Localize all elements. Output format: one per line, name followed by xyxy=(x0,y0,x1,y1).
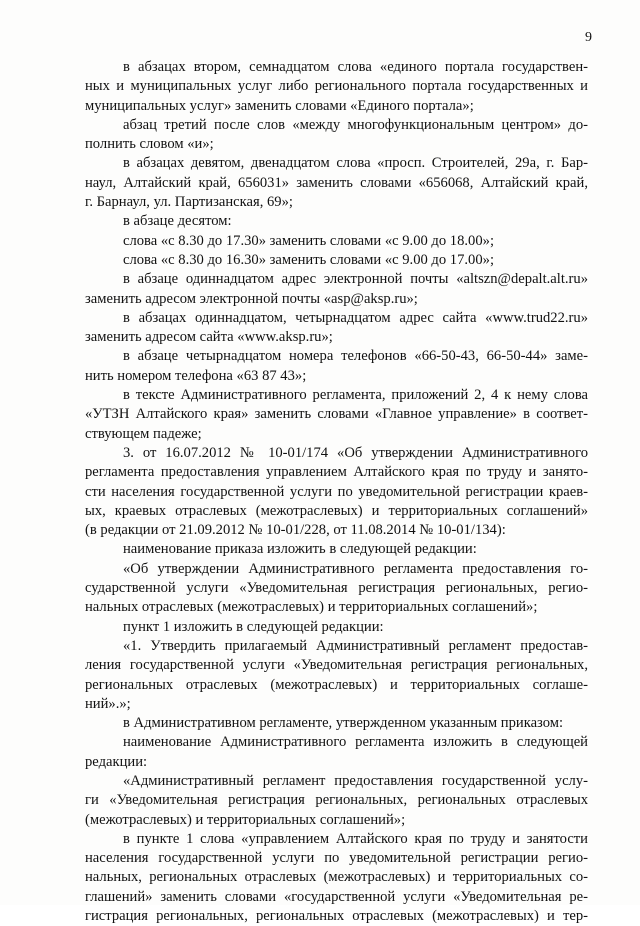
text-line: в абзацах девятом, двенадцатом слова «просп. Строителей, 29а, г. Бар- xyxy=(123,155,588,172)
text-line: нить номером телефона «63 87 43»; xyxy=(85,367,307,384)
text-line: глашений» заменить словами «государственной услуги «Уведомительная ре- xyxy=(85,888,588,905)
text-line: в абзаце одиннадцатом адрес электронной почты «altszn@depalt.alt.ru» xyxy=(123,271,588,288)
text-line: г. Барнаул, ул. Партизанская, 69»; xyxy=(85,194,293,211)
page-number: 9 xyxy=(585,30,592,45)
text-line: гистрация региональных, региональных отраслевых (межотраслевых) и тер- xyxy=(85,908,588,925)
text-line: в абзацах одиннадцатом, четырнадцатом адрес сайта «www.trud22.ru» xyxy=(123,309,588,326)
text-line: регламента предоставления управлением Алтайского края по труду и занято- xyxy=(85,464,588,481)
text-line: «1. Утвердить прилагаемый Административный регламент предостав- xyxy=(123,637,588,654)
text-line: нальных отраслевых (межотраслевых) и территориальных соглашений»; xyxy=(85,599,538,616)
text-line: сти населения государственной услуги по уведомительной регистрации краев- xyxy=(85,483,588,500)
text-line: ления государственной услуги «Уведомительная регистрация региональных, xyxy=(85,657,588,674)
text-line: наименование приказа изложить в следующей редакции: xyxy=(123,541,477,558)
text-line: ных и муниципальных услуг либо регионального портала государственных и xyxy=(85,78,588,95)
text-line: слова «с 8.30 до 16.30» заменить словами «с 9.00 до 17.00»; xyxy=(123,251,494,268)
text-line: в абзаце десятом: xyxy=(123,213,232,230)
text-line: редакции: xyxy=(85,753,148,770)
text-line: в Административном регламенте, утвержденном указанным приказом: xyxy=(123,715,564,732)
text-line: наименование Административного регламента изложить в следующей xyxy=(123,734,588,751)
text-line: заменить адресом сайта «www.aksp.ru»; xyxy=(85,329,333,346)
text-line: населения государственной услуги по уведомительной регистрации регио- xyxy=(85,850,588,867)
text-line: слова «с 8.30 до 17.30» заменить словами «с 9.00 до 18.00»; xyxy=(123,232,494,249)
text-line: наул, Алтайский край, 656031» заменить словами «656068, Алтайский край, xyxy=(85,174,588,191)
text-line: «УТЗН Алтайского края» заменить словами «Главное управление» в соответ- xyxy=(85,406,588,423)
text-line: заменить адресом электронной почты «asp@aksp.ru»; xyxy=(85,290,418,307)
text-line: (межотраслевых) и территориальных соглашений»; xyxy=(85,811,406,828)
text-line: в абзаце четырнадцатом номера телефонов «66-50-43, 66-50-44» заме- xyxy=(123,348,588,365)
text-line: «Административный регламент предоставления государственной услу- xyxy=(123,772,588,789)
document-body xyxy=(85,58,588,926)
text-line: ги «Уведомительная регистрация региональных, региональных отраслевых xyxy=(85,792,588,809)
text-line: в тексте Административного регламента, приложений 2, 4 к нему слова xyxy=(123,387,588,404)
text-line: сударственной услуги «Уведомительная регистрация региональных, регио- xyxy=(85,580,588,597)
text-line: абзац третий после слов «между многофункциональным центром» до- xyxy=(123,116,588,133)
text-line: в абзацах втором, семнадцатом слова «единого портала государствен- xyxy=(123,59,588,75)
text-line: (в редакции от 21.09.2012 № 10-01/228, от 11.08.2014 № 10-01/134): xyxy=(85,522,506,539)
text-line: муниципальных услуг» заменить словами «Единого портала»; xyxy=(85,97,474,114)
text-line: ых, краевых отраслевых (межотраслевых) и территориальных соглашений» xyxy=(85,502,588,519)
text-line: региональных отраслевых (межотраслевых) и территориальных соглаше- xyxy=(85,676,588,693)
text-line: ствующем падеже; xyxy=(85,425,202,442)
text-line: ний».»; xyxy=(85,695,131,712)
text-line: нальных, региональных отраслевых (межотраслевых) и территориальных со- xyxy=(85,869,588,886)
text-line: «Об утверждении Административного регламента предоставления го- xyxy=(123,560,588,577)
text-line: полнить словом «и»; xyxy=(85,136,214,153)
text-line: в пункте 1 слова «управлением Алтайского края по труду и занятости xyxy=(123,830,588,847)
text-line: пункт 1 изложить в следующей редакции: xyxy=(123,618,384,635)
text-line: 3. от 16.07.2012 № 10-01/174 «Об утверждении Административного xyxy=(123,444,588,461)
